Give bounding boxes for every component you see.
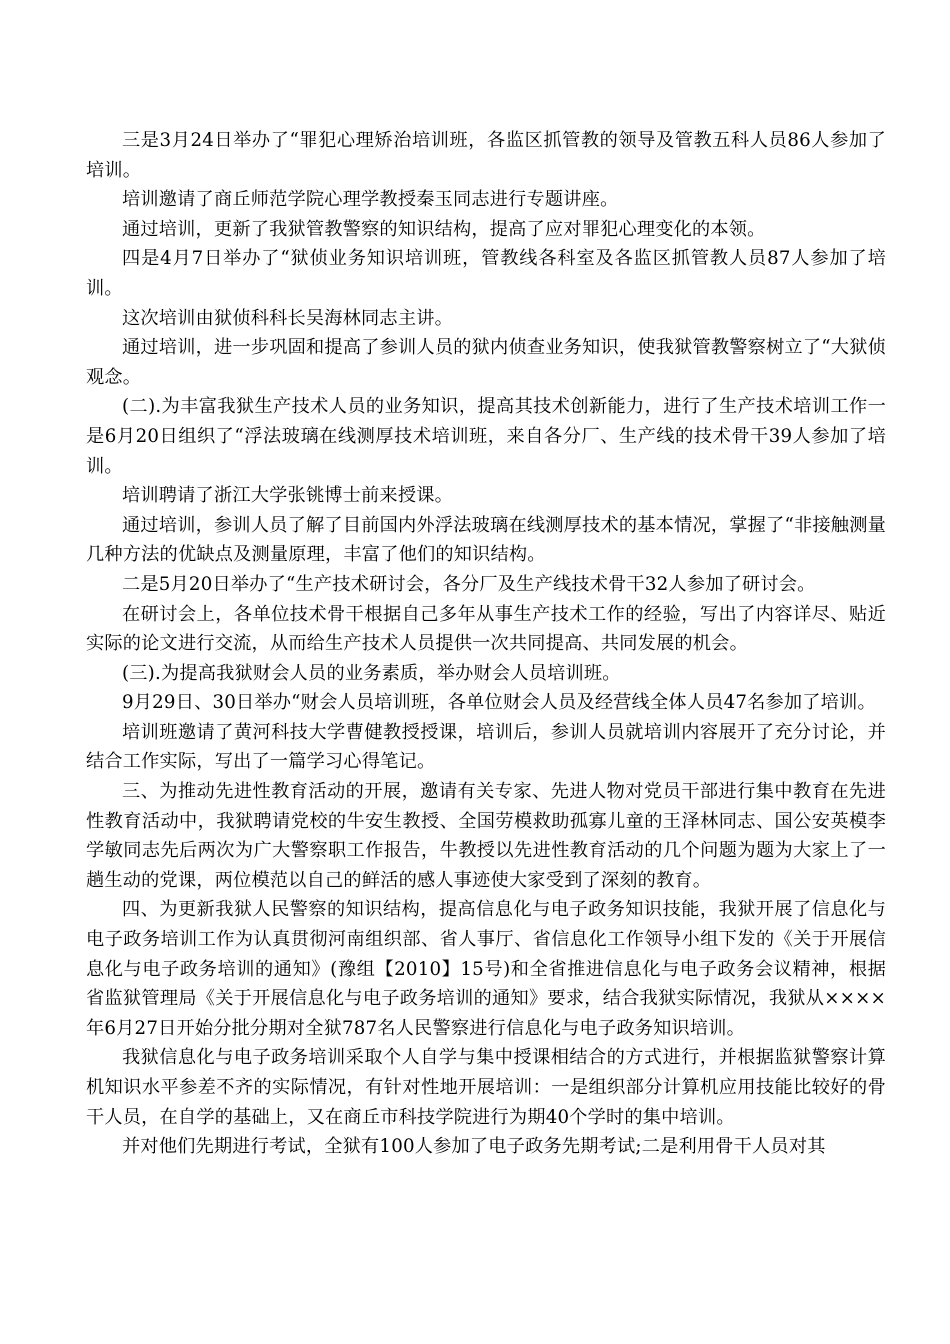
paragraph: 通过培训，参训人员了解了目前国内外浮法玻璃在线测厚技术的基本情况，掌握了“非接触测量几种方法的优缺点及测量原理，丰富了他们的知识结构。: [86, 514, 886, 566]
paragraph: 通过培训，更新了我狱管教警察的知识结构，提高了应对罪犯心理变化的本领。: [122, 218, 766, 240]
paragraph: 通过培训，进一步巩固和提高了参训人员的狱内侦查业务知识，使我狱管教警察树立了“大狱侦观念。: [86, 337, 886, 388]
paragraph: 三是3月24日举办了“罪犯心理矫治培训班，各监区抓管教的领导及管教五科人员86人参加了培训。: [86, 130, 886, 181]
document-body: [86, 126, 886, 1162]
paragraph: 二是5月20日举办了“生产技术研讨会，各分厂及生产线技术骨干32人参加了研讨会。: [122, 573, 816, 595]
paragraph: (三).为提高我狱财会人员的业务素质，举办财会人员培训班。: [122, 662, 621, 684]
paragraph: 我狱信息化与电子政务培训采取个人自学与集中授课相结合的方式进行，并根据监狱警察计算机知识水平参差不齐的实际情况，有针对性地开展培训：一是组织部分计算机应用技能比较好的骨干人员，在自学的基础上，又在商丘市科技学院进行为期40个学时的集中培训。: [86, 1047, 886, 1128]
paragraph: 在研讨会上，各单位技术骨干根据自己多年从事生产技术工作的经验，写出了内容详尽、贴近实际的论文进行交流，从而给生产技术人员提供一次共同提高、共同发展的机会。: [86, 603, 886, 655]
paragraph: 四、为更新我狱人民警察的知识结构，提高信息化与电子政务知识技能，我狱开展了信息化与电子政务培训工作为认真贯彻河南组织部、省人事厅、省信息化工作领导小组下发的《关于开展信息化与电子政务培训的通知》(豫组【2010】15号)和全省推进信息化与电子政务会议精神，根据省监狱管理局《关于开展信息化与电子政务培训的通知》要求，结合我狱实际情况，我狱从××××年6月27日开始分批分期对全狱787名人民警察进行信息化与电子政务知识培训。: [86, 899, 886, 1039]
paragraph: 三、为推动先进性教育活动的开展，邀请有关专家、先进人物对党员干部进行集中教育在先进性教育活动中，我狱聘请党校的牛安生教授、全国劳模救助孤寡儿童的王泽林同志、国公安英模李学敏同志先后两次为广大警察职工作报告，牛教授以先进性教育活动的几个问题为题为大家上了一趟生动的党课，两位模范以自己的鲜活的感人事迹使大家受到了深刻的教育。: [86, 781, 886, 891]
paragraph: 并对他们先期进行考试，全狱有100人参加了电子政务先期考试;二是利用骨干人员对其: [122, 1136, 826, 1158]
paragraph: 这次培训由狱侦科科长吴海林同志主讲。: [122, 307, 453, 329]
paragraph: 培训班邀请了黄河科技大学曹健教授授课，培训后，参训人员就培训内容展开了充分讨论，并结合工作实际，写出了一篇学习心得笔记。: [86, 721, 886, 773]
paragraph: 培训邀请了商丘师范学院心理学教授秦玉同志进行专题讲座。: [122, 189, 619, 211]
paragraph: 培训聘请了浙江大学张铫博士前来授课。: [122, 485, 453, 507]
paragraph: (二).为丰富我狱生产技术人员的业务知识，提高其技术创新能力，进行了生产技术培训工作一是6月20日组织了“浮法玻璃在线测厚技术培训班，来自各分厂、生产线的技术骨干39人参加了培训。: [86, 396, 886, 477]
paragraph: 9月29日、30日举办“财会人员培训班，各单位财会人员及经营线全体人员47名参加了培训。: [122, 692, 876, 714]
paragraph: 四是4月7日举办了“狱侦业务知识培训班，管教线各科室及各监区抓管教人员87人参加了培训。: [86, 248, 886, 299]
